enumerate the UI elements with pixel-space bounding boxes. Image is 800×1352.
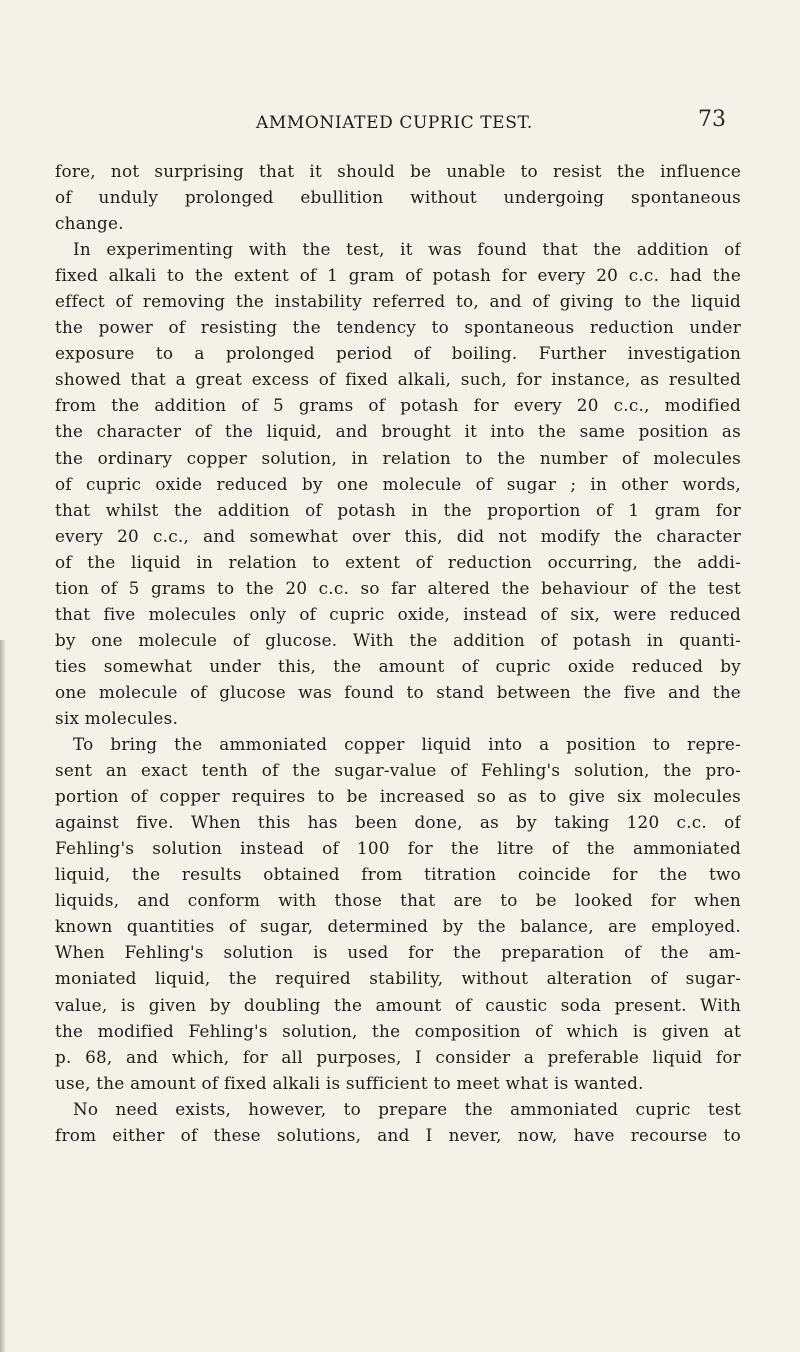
text-line: liquids, and conform with those that are to be looked for when	[55, 890, 741, 911]
text-line: that five molecules only of cupric oxide, instead of six, were reduced	[55, 603, 741, 624]
text-line: When Fehling's solution is used for the preparation of the am-	[55, 942, 741, 963]
page-edge-shadow	[0, 640, 6, 1352]
text-line: Fehling's solution instead of 100 for the litre of the ammoniated	[55, 838, 741, 859]
text-line: p. 68, and which, for all purposes, I consider a preferable liquid for	[55, 1046, 741, 1067]
text-line: liquid, the results obtained from titration coincide for the two	[55, 864, 741, 885]
text-line: by one molecule of glucose. With the addition of potash in quanti-	[55, 629, 741, 650]
text-line: sent an exact tenth of the sugar-value of Fehling's solution, the pro-	[55, 760, 741, 781]
text-line: the character of the liquid, and brought it into the same position as	[55, 421, 741, 442]
text-line: the modified Fehling's solution, the composition of which is given at	[55, 1020, 741, 1041]
text-line: use, the amount of fixed alkali is sufficient to meet what is wanted.	[55, 1072, 644, 1093]
paragraph-start-line: No need exists, however, to prepare the ammoniated cupric test	[73, 1098, 741, 1119]
text-line: showed that a great excess of fixed alkali, such, for instance, as resulted	[55, 369, 741, 390]
text-line: every 20 c.c., and somewhat over this, did not modify the character	[55, 525, 741, 546]
text-line: moniated liquid, the required stability, without alteration of sugar-	[55, 968, 741, 989]
body-text	[55, 158, 741, 1148]
text-line: known quantities of sugar, determined by the balance, are employed.	[55, 916, 741, 937]
text-line: of unduly prolonged ebullition without undergoing spontaneous	[55, 187, 741, 208]
text-line: fixed alkali to the extent of 1 gram of potash for every 20 c.c. had the	[55, 265, 741, 286]
text-line: effect of removing the instability referred to, and of giving to the liquid	[55, 291, 741, 312]
paragraph-start-line: In experimenting with the test, it was found that the addition of	[73, 239, 741, 260]
text-line: portion of copper requires to be increased so as to give six molecules	[55, 786, 741, 807]
text-line: one molecule of glucose was found to stand between the five and the	[55, 681, 741, 702]
text-line: against five. When this has been done, as by taking 120 c.c. of	[55, 812, 741, 833]
text-line: six molecules.	[55, 707, 179, 728]
text-line: change.	[55, 213, 124, 234]
page-number: 73	[698, 107, 726, 132]
paragraph-start-line: To bring the ammoniated copper liquid into a position to repre-	[73, 734, 741, 755]
text-line: the ordinary copper solution, in relation to the number of molecules	[55, 447, 741, 468]
text-line: that whilst the addition of potash in the proportion of 1 gram for	[55, 499, 741, 520]
text-line: from either of these solutions, and I never, now, have recourse to	[55, 1124, 741, 1145]
text-line: value, is given by doubling the amount of caustic soda present. With	[55, 994, 741, 1015]
text-line: tion of 5 grams to the 20 c.c. so far altered the behaviour of the test	[55, 577, 741, 598]
text-line: of cupric oxide reduced by one molecule of sugar ; in other words,	[55, 473, 741, 494]
text-line: the power of resisting the tendency to spontaneous reduction under	[55, 317, 741, 338]
text-line: from the addition of 5 grams of potash for every 20 c.c., modified	[55, 395, 741, 416]
text-line: of the liquid in relation to extent of reduction occurring, the addi-	[55, 551, 741, 572]
text-line: ties somewhat under this, the amount of cupric oxide reduced by	[55, 655, 741, 676]
text-line: fore, not surprising that it should be unable to resist the influence	[55, 161, 741, 181]
text-line: exposure to a prolonged period of boiling. Further investigation	[55, 343, 741, 364]
running-head: AMMONIATED CUPRIC TEST.	[256, 113, 533, 133]
